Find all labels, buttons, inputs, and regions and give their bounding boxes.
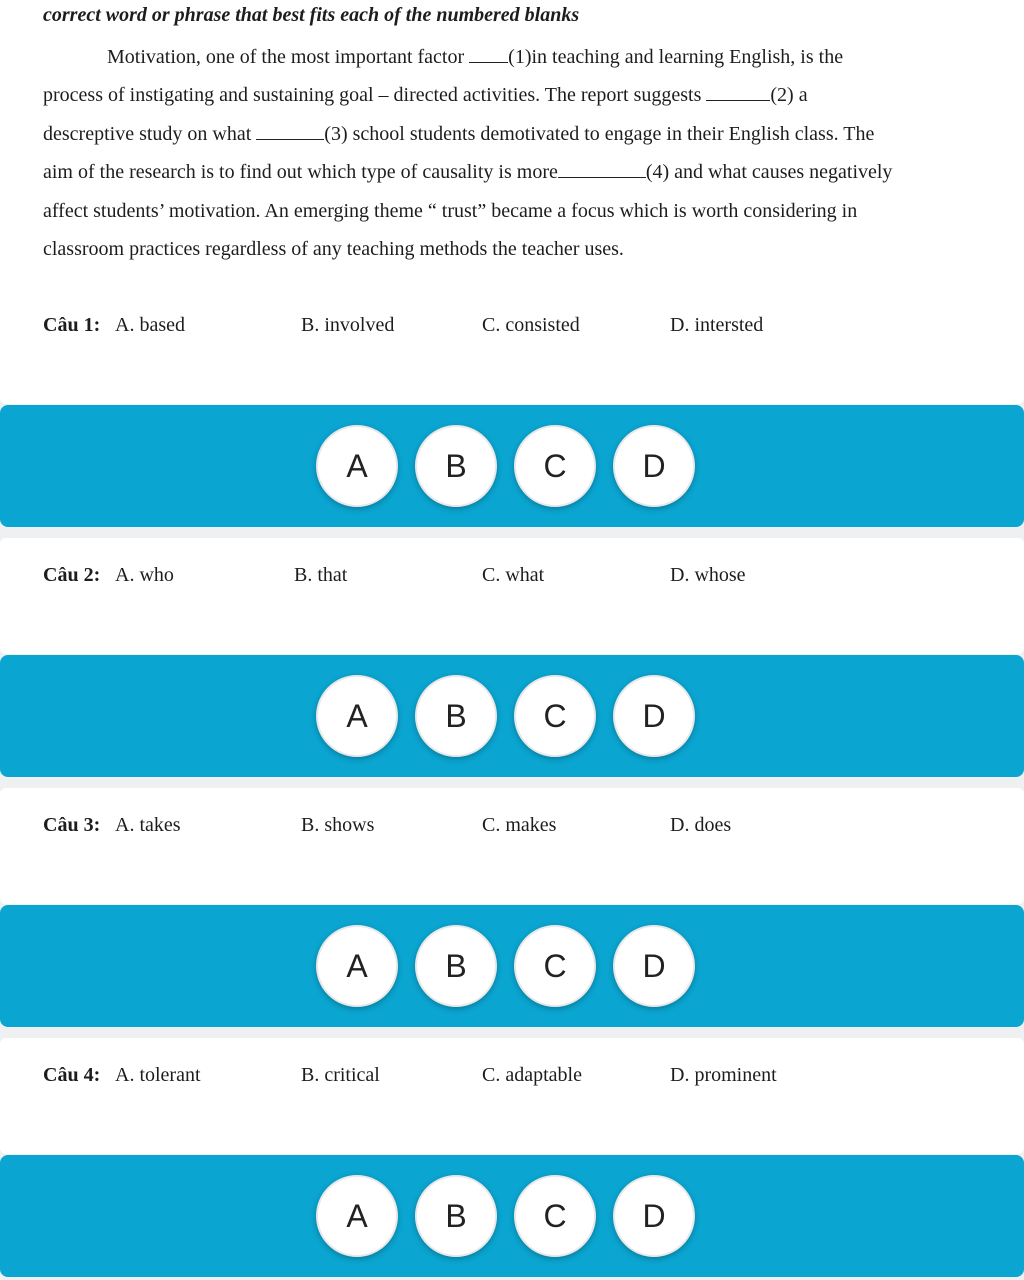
question-card-4 xyxy=(0,1038,1024,1154)
passage-line-1: Motivation, one of the most important factor (1)in teaching and learning English, is the xyxy=(107,46,844,68)
question-3-label: Câu 3: xyxy=(43,814,101,836)
question-2-option-c: C. what xyxy=(482,564,545,586)
q3-choice-a-button[interactable]: A xyxy=(316,925,398,1007)
passage-line-3: descreptive study on what (3) school students demotivated to engage in their English class. The xyxy=(43,122,875,145)
blank-1 xyxy=(469,47,508,63)
blank-2 xyxy=(706,85,770,101)
q4-choice-d-button[interactable]: D xyxy=(613,1175,695,1257)
passage-line-5: affect students’ motivation. An emerging theme “ trust” became a focus which is worth considering in xyxy=(43,199,858,222)
q2-choice-a-button[interactable]: A xyxy=(316,675,398,757)
blank-4 xyxy=(558,162,646,178)
question-3-option-a: A. takes xyxy=(115,814,181,836)
question-4-option-a: A. tolerant xyxy=(115,1064,201,1086)
question-1-option-d: D. intersted xyxy=(670,314,764,336)
question-card-2 xyxy=(0,538,1024,654)
answer-bar-2 xyxy=(0,655,1024,777)
q3-choice-d-button[interactable]: D xyxy=(613,925,695,1007)
answer-bar-3 xyxy=(0,905,1024,1027)
q4-choice-c-button[interactable]: C xyxy=(514,1175,596,1257)
question-card-3 xyxy=(0,788,1024,904)
q3-choice-c-button[interactable]: C xyxy=(514,925,596,1007)
question-3-option-c: C. makes xyxy=(482,814,557,836)
instruction-text: correct word or phrase that best fits each of the numbered blanks xyxy=(43,4,580,26)
question-1-option-b: B. involved xyxy=(301,314,395,336)
q4-choice-a-button[interactable]: A xyxy=(316,1175,398,1257)
passage-line-4: aim of the research is to find out which type of causality is more (4) and what causes negatively xyxy=(43,161,893,184)
answer-bar-1 xyxy=(0,405,1024,527)
q1-choice-a-button[interactable]: A xyxy=(316,425,398,507)
passage-text xyxy=(43,38,978,268)
question-4-option-d: D. prominent xyxy=(670,1064,777,1086)
question-2-label: Câu 2: xyxy=(43,564,101,586)
question-1-option-a: A. based xyxy=(115,314,185,336)
q1-choice-b-button[interactable]: B xyxy=(415,425,497,507)
question-3-option-d: D. does xyxy=(670,814,732,836)
question-1-label: Câu 1: xyxy=(43,314,101,336)
q1-choice-d-button[interactable]: D xyxy=(613,425,695,507)
question-2-option-a: A. who xyxy=(115,564,174,586)
q2-choice-d-button[interactable]: D xyxy=(613,675,695,757)
q1-choice-c-button[interactable]: C xyxy=(514,425,596,507)
question-1-option-c: C. consisted xyxy=(482,314,580,336)
q3-choice-b-button[interactable]: B xyxy=(415,925,497,1007)
question-4-option-c: C. adaptable xyxy=(482,1064,582,1086)
q2-choice-b-button[interactable]: B xyxy=(415,675,497,757)
question-3-option-b: B. shows xyxy=(301,814,375,836)
q4-choice-b-button[interactable]: B xyxy=(415,1175,497,1257)
question-4-option-b: B. critical xyxy=(301,1064,380,1086)
answer-bar-4 xyxy=(0,1155,1024,1277)
question-2-option-b: B. that xyxy=(294,564,348,586)
q2-choice-c-button[interactable]: C xyxy=(514,675,596,757)
passage-line-2: process of instigating and sustaining goal – directed activities. The report suggests (2) a xyxy=(43,84,808,107)
passage-card xyxy=(0,0,1024,404)
question-4-label: Câu 4: xyxy=(43,1064,101,1086)
passage-line-6: classroom practices regardless of any teaching methods the teacher uses. xyxy=(43,237,624,260)
blank-3 xyxy=(256,124,324,140)
question-2-option-d: D. whose xyxy=(670,564,746,586)
